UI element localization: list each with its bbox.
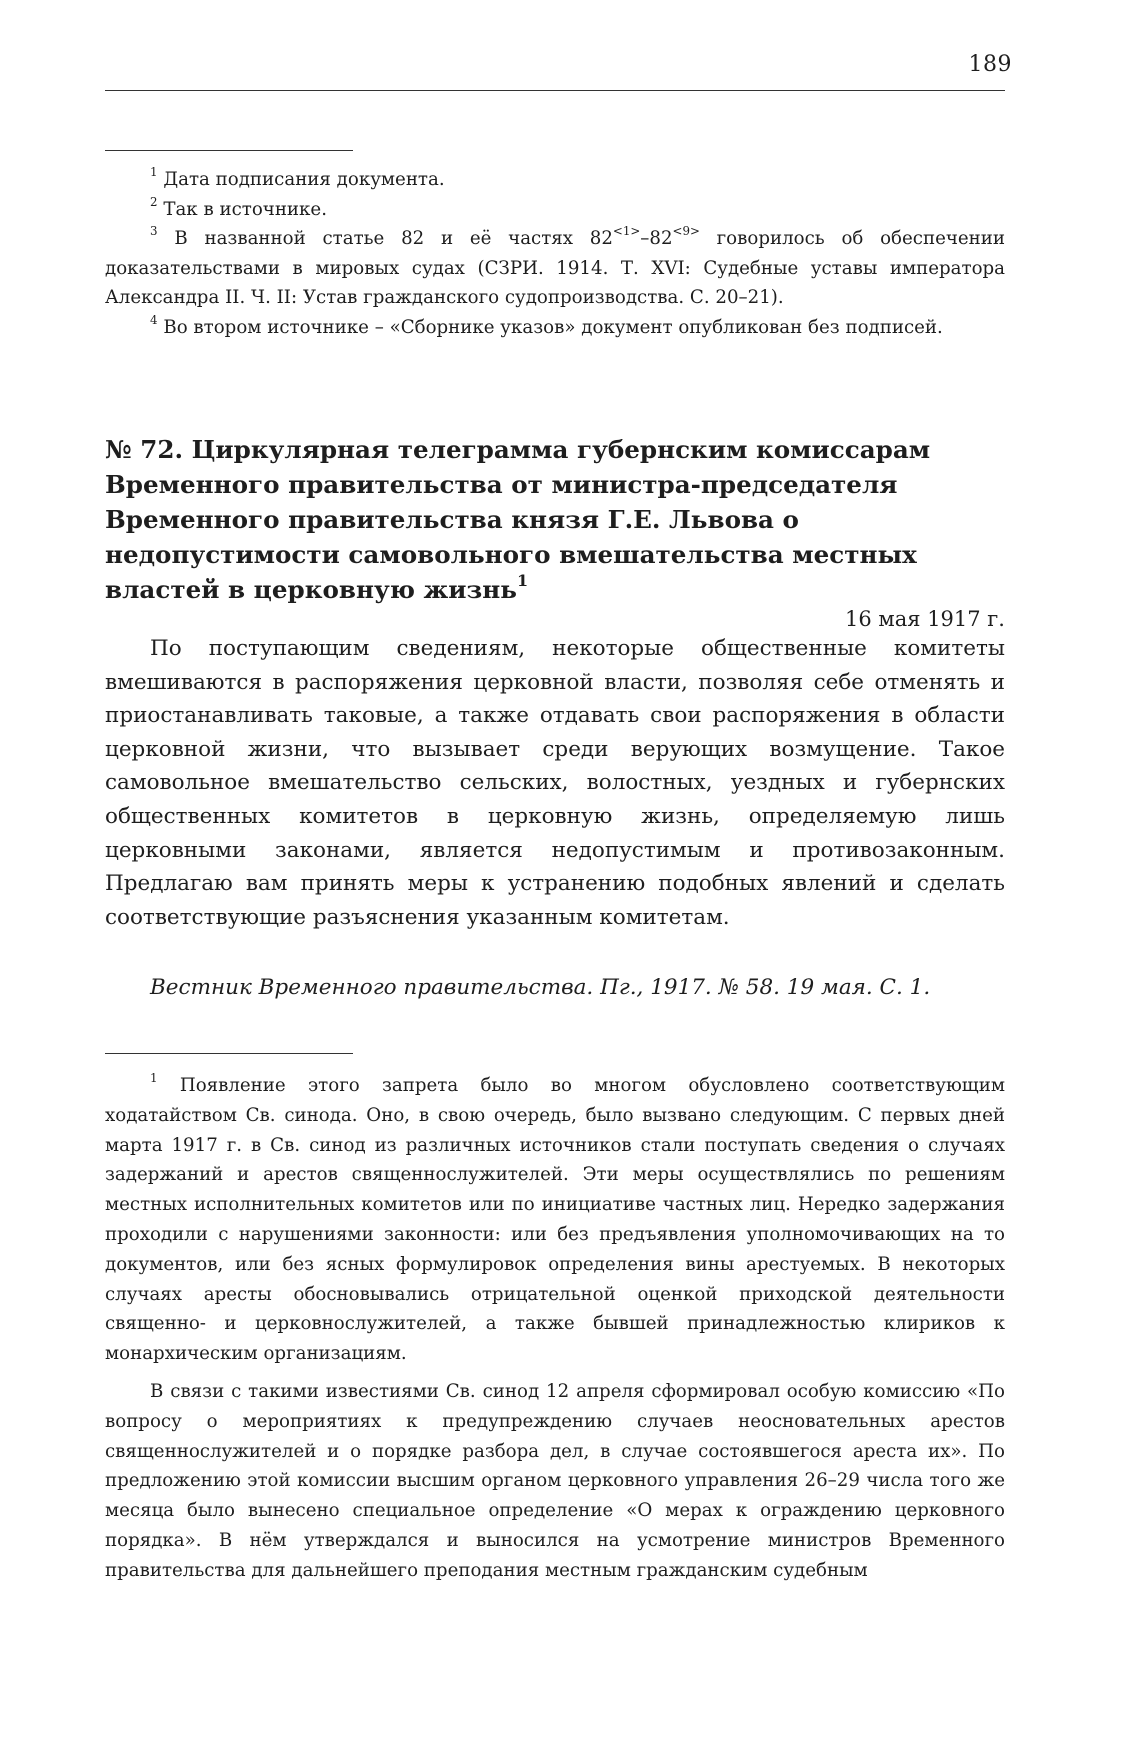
document-title	[105, 432, 1005, 607]
footnote-3	[105, 224, 1005, 313]
footnote-text: –82	[640, 228, 673, 249]
page-number: 189	[968, 52, 1012, 77]
document-date: 16 мая 1917 г.	[845, 607, 1005, 631]
footnote-marker: 1	[150, 1071, 158, 1086]
header-rule	[105, 90, 1005, 91]
footnote-marker: 1	[150, 165, 158, 180]
title-footnote-marker: 1	[516, 571, 529, 591]
footnotes-top	[105, 165, 1005, 342]
footnote-marker: 2	[150, 194, 158, 209]
footnote-2	[105, 195, 1005, 225]
footnote-text: говорилось об обеспечении доказательствами в мировых судах (СЗРИ. 1914. Т. XVI: Судебные уставы императора Александра II. Ч. II: Устав гражданского судопроизводства. С. 20–21).	[105, 228, 1005, 308]
footnote-text: Появление этого запрета было во многом обусловлено соответствующим ходатайством Св. синода. Оно, в свою очередь, было вызвано следующим. С первых дней марта 1917 г. в Св. синод из различных источников стали поступать сведения о случаях задержаний и арестов священнослужителей. Эти меры осуществлялись по решениям местных исполнительных комитетов или по инициативе частных лиц. Нередко задержания проходили с нарушениями законности: или без предъявления уполномочивающих на то документов, или без ясных формулировок определения вины арестуемых. В некоторых случаях аресты обосновывались отрицательной оценкой приходской деятельности священно- и церковнослужителей, а также бывшей принадлежностью клириков к монархическим организациям.	[105, 1075, 1005, 1365]
footnote-4	[105, 313, 1005, 343]
footnote-text: Во втором источнике – «Сборнике указов» документ опубликован без подписей.	[163, 316, 943, 338]
footnote-1	[105, 165, 1005, 195]
footnote-paragraph-1	[105, 1071, 1005, 1369]
footnote-text: Так в источнике.	[163, 198, 327, 220]
article-part-marker: <1>	[612, 224, 641, 239]
footnote-separator-top	[105, 150, 353, 151]
footnote-text: В названной статье 82 и её частях 82	[174, 228, 613, 249]
footnote-marker: 3	[150, 224, 158, 239]
footnote-separator-bottom	[105, 1053, 353, 1054]
footnote-text: Дата подписания документа.	[163, 169, 445, 190]
footnote-paragraph-2: В связи с такими известиями Св. синод 12 апреля сформировал особую комиссию «По вопросу о мероприятиях к предупреждению случаев неосновательных арестов священнослужителей и о порядке разбора дел, в случае состоявшегося ареста их». По предложению этой комиссии высшим органом церковного управления 26–29 числа того же месяца было вынесено специальное определение «О мерах к ограждению церковного порядка». В нём утверждался и выносился на усмотрение министров Временного правительства для дальнейшего преподания местным гражданским судебным	[105, 1380, 1005, 1581]
footnotes-bottom	[105, 1071, 1005, 1586]
document-title-text: № 72. Циркулярная телеграмма губернским комиссарам Временного правительства от министра-председателя Временного правительства князя Г.Е. Львова о недопустимости самовольного вмешательства местных властей в церковную жизнь	[105, 435, 931, 604]
article-part-marker: <9>	[672, 224, 700, 239]
document-source-citation: Вестник Временного правительства. Пг., 1917. № 58. 19 мая. С. 1.	[150, 975, 931, 1000]
document-body: По поступающим сведениям, некоторые общественные комитеты вмешиваются в распоряжения церковной власти, позволяя себе отменять и приостанавливать таковые, а также отдавать свои распоряжения в области церковной жизни, что вызывает среди верующих возмущение. Такое самовольное вмешательство сельских, волостных, уездных и губернских общественных комитетов в церковную жизнь, определяемую лишь церковными законами, является недопустимым и противозаконным. Предлагаю вам принять меры к устранению подобных явлений и сделать соответствующие разъяснения указанным комитетам.	[105, 636, 1005, 930]
footnote-marker: 4	[150, 312, 158, 327]
